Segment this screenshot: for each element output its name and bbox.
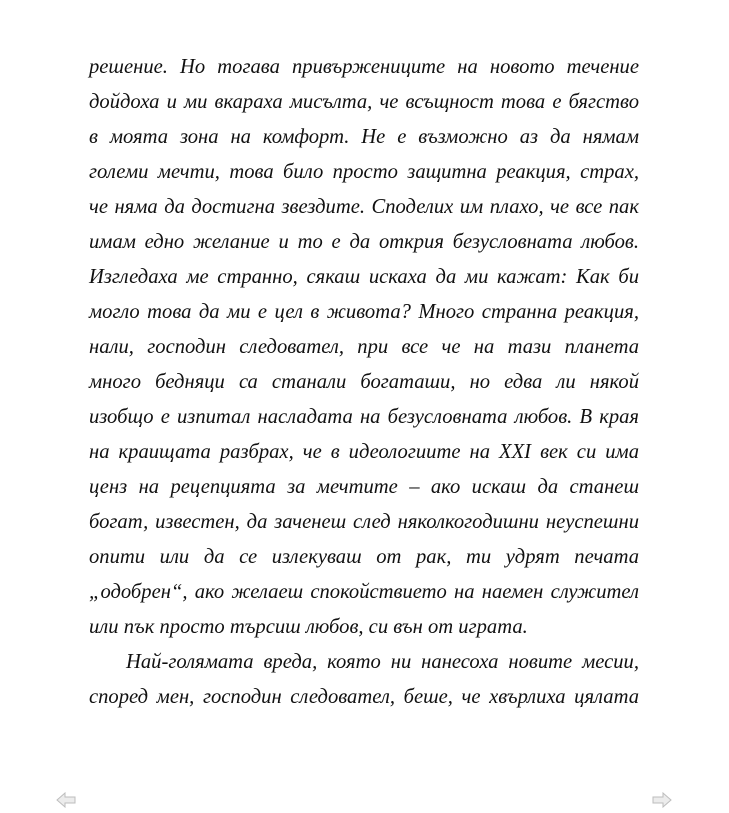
text-line: много бедняци са станали богаташи, но едва ли някой [89,371,639,393]
text-line: богат, известен, да заченеш след няколкогодишни неуспешни [89,511,639,533]
arrow-left-icon [56,792,76,808]
text-line: според мен, господин следовател, беше, че хвърлиха цялата [89,686,639,708]
text-line: опити или да се излекуваш от рак, ти удрят печата [89,546,639,568]
paragraph-1 [89,50,639,645]
text-line: Изгледаха ме странно, сякаш искаха да ми кажат: Как би [89,266,639,288]
text-line: изобщо е изпитал насладата на безусловната любов. В края [89,406,639,428]
text-line: дойдоха и ми вкараха мисълта, че всъщност това е бягство [89,91,639,113]
text-line: ценз на рецепцията за мечтите – ако искаш да станеш [89,476,639,498]
text-line: големи мечти, това било просто защитна реакция, страх, [89,161,639,183]
text-line: могло това да ми е цел в живота? Много странна реакция, [89,301,639,323]
text-line: в моята зона на комфорт. Не е възможно аз да нямам [89,126,639,148]
text-line: решение. Но тогава привържениците на новото течение [89,56,639,78]
text-line: „одобрен“, ако желаеш спокойствието на наемен служител [89,581,639,603]
paragraph-2 [89,645,639,715]
text-line: или пък просто търсиш любов, си вън от играта. [89,616,528,638]
next-page-button[interactable] [652,792,672,808]
previous-page-button[interactable] [56,792,76,808]
page-body [89,50,639,715]
text-line: на краищата разбрах, че в идеологиите на XXI век си има [89,441,639,463]
text-line: Най-голямата вреда, която ни нанесоха новите месии, [126,651,639,673]
arrow-right-icon [652,792,672,808]
text-line: че няма да достигна звездите. Споделих им плахо, че все пак [89,196,639,218]
text-line: имам едно желание и то е да открия безусловната любов. [89,231,639,253]
text-line: нали, господин следовател, при все че на тази планета [89,336,639,358]
